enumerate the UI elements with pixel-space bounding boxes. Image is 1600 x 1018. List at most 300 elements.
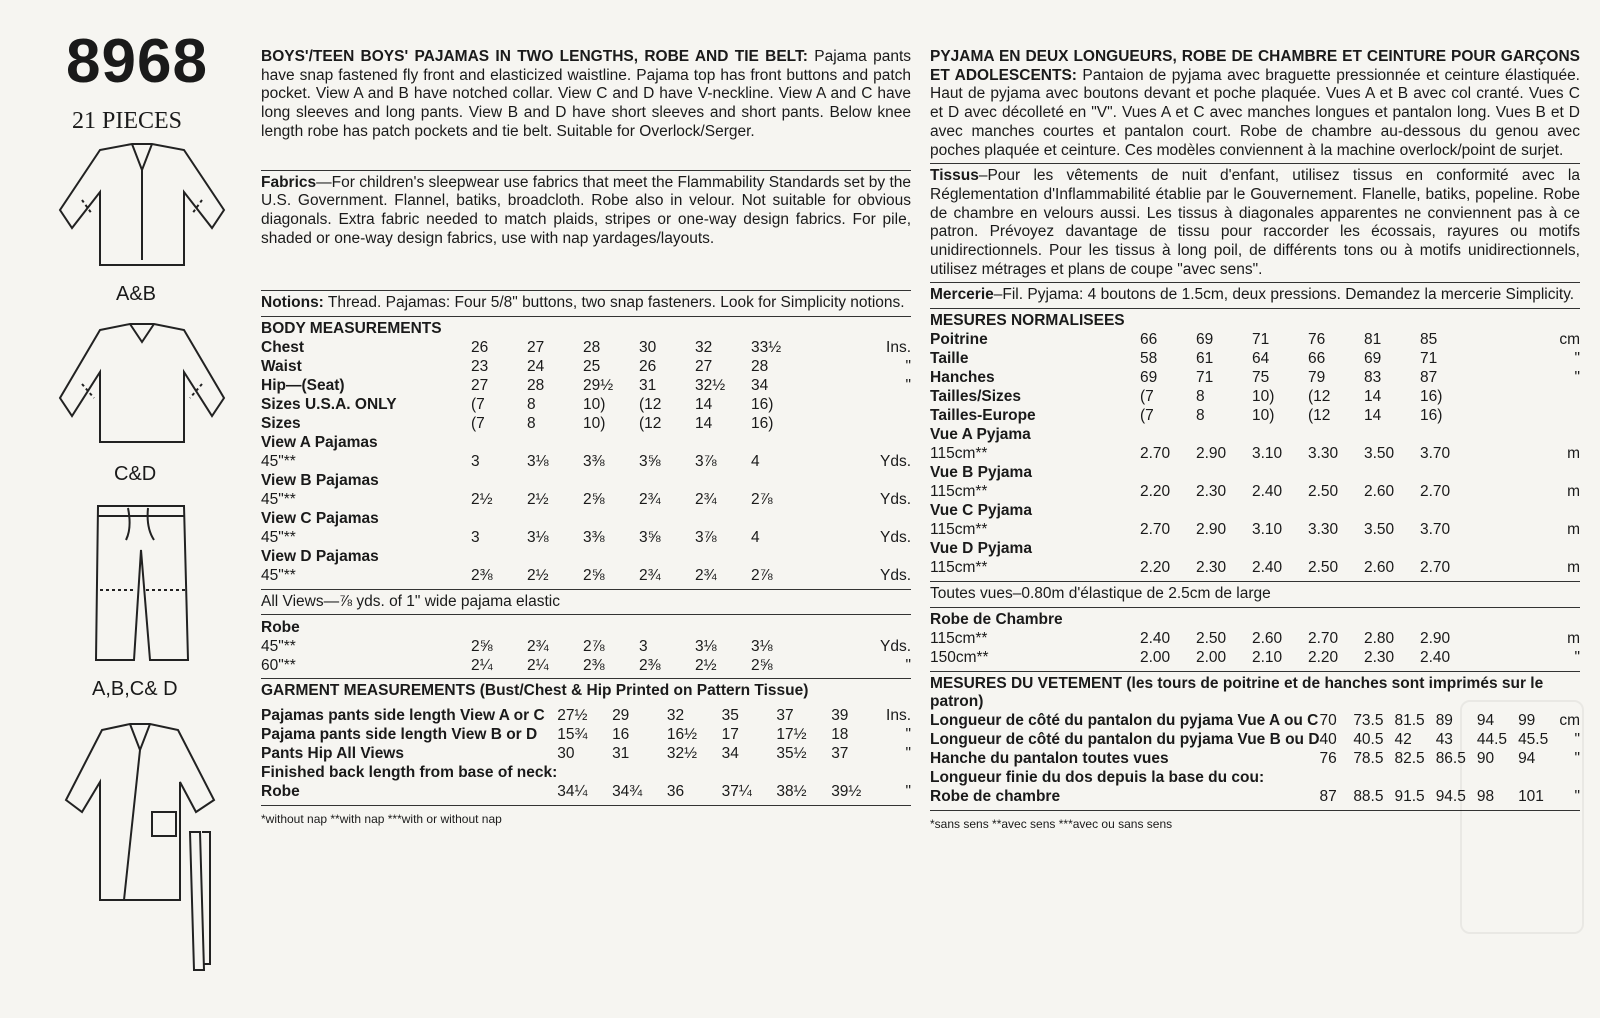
table-cell: 2⅞ [751,491,773,509]
unit-cell: m [1567,483,1580,501]
table-row [930,464,1580,483]
scan-mark [1460,700,1584,934]
figure-label-cd: C&D [114,463,157,485]
row-label: Robe de Chambre [930,610,1063,628]
table-cell: 2.20 [1308,648,1339,666]
table-cell: 10) [583,396,606,414]
row-label: Poitrine [930,331,988,349]
table-cell: 16 [612,726,630,744]
pajama-pants-illustration [88,500,198,670]
french-intro: Pantaion de pyjama avec braguette pressionnée et ceinture élastiquée. Haut de pyjama avec boutons devant et poche plaquée. Vues A et B avec col cranté. Vues C et D avec décolleté en "V". Vues A et C avec manches longues et pantalon long. Vues B et D avec manches courtes et pantalon court. Robe de chambre au-dessous du genou avec poches plaquée et ceinture. Ces modèles conviennent à la machine overlock/point de surjet. [930,66,1580,159]
english-notions [261,294,911,313]
table-cell: 26 [639,358,657,376]
table-cell [722,764,777,783]
row-label: Tailles/Sizes [930,388,1022,406]
table-cell: 85 [1420,331,1438,349]
table-cell: 2¾ [639,491,661,509]
table-row [261,377,911,396]
table-cell: 3⅛ [751,637,773,655]
table-cell: 2.00 [1140,648,1171,666]
table-cell: 27 [695,358,713,376]
table-cell: 4 [751,453,760,471]
table-cell [1420,426,1476,445]
table-cell [1308,611,1364,630]
french-tissus [930,167,1580,279]
english-garment-table [261,707,911,802]
table-cell: 3⅛ [527,529,549,547]
table-cell: 2.90 [1196,445,1227,463]
table-cell: 2.60 [1252,629,1283,647]
table-cell: 15¾ [557,726,588,744]
unit-cell: " [905,656,911,674]
french-footnote: *sans sens **avec sens ***avec ou sans sens [930,816,1173,831]
english-intro: Pajama pants have snap fastened fly front and elasticized waistline. Pajama top has front buttons and patch pocket. View A and B have notched collar. View C and D have V-neckline. View A and C have long sleeves and long pants. View B and D have short sleeves and short pants. Below knee length robe has patch pockets and tie belt. Suitable for Overlock/Serger. [261,48,912,140]
table-cell: 81 [1364,331,1382,349]
unit-cell [886,764,911,783]
table-cell: 90 [1476,750,1495,768]
row-label: Pajamas pants side length View A or C [261,707,545,725]
table-cell: 2⅝ [583,491,605,509]
table-cell: 4 [751,529,760,547]
table-cell [695,510,751,529]
table-row [930,388,1580,407]
table-cell: 3⅝ [639,529,661,547]
table-row [261,783,911,802]
table-cell: 39½ [831,783,862,801]
unit-cell: " [1574,369,1580,387]
table-cell: 3⅛ [695,637,717,655]
table-cell: 71 [1196,369,1214,387]
row-label: 45"** [261,567,296,585]
table-row [261,472,911,491]
table-cell: 31 [639,377,657,395]
table-cell: 2.40 [1420,648,1451,666]
table-row [930,407,1580,426]
table-cell [1196,426,1252,445]
table-cell [1196,540,1252,559]
row-label: 45"** [261,637,296,655]
row-label: Pajama pants side length View B or D [261,726,538,744]
table-cell [639,548,695,567]
table-cell: 8 [1196,388,1205,406]
table-cell: 37 [831,745,849,763]
table-cell [695,548,751,567]
row-label: 115cm** [930,521,988,539]
divider [930,308,1580,309]
table-cell: 73.5 [1353,712,1384,730]
unit-cell [1476,388,1580,407]
table-cell: (12 [639,396,662,414]
table-cell [1140,426,1196,445]
divider [261,678,911,679]
table-cell: 33½ [751,339,782,357]
table-cell: 2.60 [1364,559,1395,577]
table-cell: 17 [721,726,739,744]
table-cell [583,472,639,491]
table-cell: 28 [751,358,769,376]
unit-cell [807,472,911,491]
french-description [930,48,1580,160]
table-cell: 16) [751,415,774,433]
unit-cell: m [1567,559,1580,577]
table-cell: 2.70 [1140,521,1171,539]
table-cell [583,618,639,637]
table-cell [1252,611,1308,630]
divider [261,290,911,291]
table-cell: 3⅝ [639,453,661,471]
table-row [261,339,911,358]
table-cell: 69 [1196,331,1214,349]
table-cell: (12 [1308,407,1331,425]
table-cell [1364,502,1420,521]
table-row [261,396,911,415]
table-cell [1308,540,1364,559]
table-cell: 3.70 [1420,445,1451,463]
table-cell [1364,540,1420,559]
table-row [930,540,1580,559]
unit-cell: " [1574,648,1580,666]
table-cell: 2.00 [1196,648,1227,666]
row-label: 45"** [261,491,296,509]
table-cell [639,472,695,491]
table-cell: 26 [471,339,489,357]
row-label: View C Pajamas [261,510,379,528]
english-body-measurements-table [261,339,911,586]
table-row [930,521,1580,540]
table-cell [612,764,667,783]
table-row [261,415,911,434]
unit-cell [1476,464,1580,483]
table-cell [1420,611,1476,630]
table-cell [471,548,527,567]
table-cell: 2⅝ [471,637,493,655]
table-cell: 35½ [776,745,807,763]
row-label: 150cm** [930,648,989,666]
table-cell: 32 [695,339,713,357]
table-cell: 2.50 [1196,629,1227,647]
table-cell: 94.5 [1435,788,1466,806]
english-column [261,48,911,829]
english-robe-table [261,618,911,675]
table-cell: 3.50 [1364,521,1395,539]
unit-cell: Ins. [886,707,911,725]
table-row [930,445,1580,464]
robe-illustration [44,720,234,990]
row-label: Robe [261,618,300,636]
table-cell [1364,611,1420,630]
table-cell: 16½ [666,726,698,744]
table-cell [695,434,751,453]
unit-cell [1476,540,1580,559]
table-cell: 40 [1319,731,1337,749]
table-cell: 2¾ [695,491,717,509]
unit-cell: Yds. [879,529,911,547]
table-cell [1252,502,1308,521]
table-cell: 30 [639,339,657,357]
table-cell [1140,540,1196,559]
table-cell [1252,540,1308,559]
table-cell: (12 [639,415,662,433]
table-cell [1308,426,1364,445]
row-label: 45"** [261,453,296,471]
table-cell: 27 [471,377,489,395]
french-robe-table [930,611,1580,668]
table-row [261,567,911,586]
unit-cell: " [1574,750,1580,768]
table-cell [751,618,807,637]
table-cell: 34¾ [612,783,643,801]
table-cell: 66 [1308,350,1326,368]
row-label: Vue A Pyjama [930,426,1031,444]
mercerie-heading: Mercerie [930,286,994,304]
pajama-top-notched-collar-illustration [52,140,232,275]
table-cell: 24 [527,358,545,376]
divider [930,607,1580,608]
table-row [261,529,911,548]
french-title: PYJAMA EN DEUX LONGUEURS, ROBE DE CHAMBRE ET CEINTURE POUR GARÇONS ET ADOLESCENTS: [930,48,1580,84]
table-cell: 2.60 [1364,483,1395,501]
table-cell: 34¼ [557,783,588,801]
table-cell: 2⅜ [583,656,605,674]
row-label: View D Pajamas [261,548,379,566]
table-cell: 2.70 [1140,445,1171,463]
fabrics-text: —For children's sleepwear use fabrics that meet the Flammability Standards set by the U.S. Government. Flannel, batiks, broadcloth. Robe also in velour. Not suitable for obvious diagonals. Extra fabric needed to match plaids, stripes or one-way design fabrics. For pile, shaded or one-way design fabrics, use with nap yardages/layouts. [261,173,911,247]
table-row [930,559,1580,578]
french-mercerie [930,286,1580,305]
table-cell [639,618,695,637]
table-cell: 2¼ [471,656,493,674]
table-cell: 27 [527,339,545,357]
row-label: Pants Hip All Views [261,745,404,763]
table-cell: 2⅜ [471,567,493,585]
table-cell: 8 [527,396,536,414]
table-cell [1308,502,1364,521]
table-row [930,649,1580,668]
row-label: Hanches [930,369,995,387]
table-cell: 2½ [471,491,493,509]
table-cell: 76 [1319,750,1337,768]
mesures-vetement-heading: MESURES DU VETEMENT (les tours de poitrine et de hanches sont imprimés sur le patron) [930,674,1544,711]
table-cell [1320,769,1354,788]
divider [261,614,911,615]
table-cell [527,618,583,637]
table-cell: 64 [1252,350,1270,368]
unit-cell: Yds. [879,491,911,509]
table-row [930,426,1580,445]
table-cell: 2.20 [1140,559,1171,577]
table-cell: 58 [1140,350,1158,368]
table-cell: 2.40 [1252,559,1283,577]
table-cell: 2.90 [1420,629,1451,647]
table-cell: 37¼ [721,783,752,801]
fabrics-heading: Fabrics [261,173,317,191]
table-cell: 2½ [527,491,549,509]
divider [930,163,1580,164]
table-cell: 34 [751,377,769,395]
row-label: Chest [261,339,305,357]
table-cell [751,434,807,453]
table-cell: 3 [639,637,648,655]
table-cell [527,472,583,491]
unit-cell [807,510,911,529]
table-cell: 78.5 [1353,750,1384,768]
row-label: Waist [261,358,302,376]
divider [261,589,911,590]
table-cell: 61 [1196,350,1214,368]
table-cell: 2.70 [1420,483,1451,501]
row-label: 45"** [261,529,296,547]
table-cell: 2⅞ [583,637,605,655]
table-cell: 89 [1435,712,1453,730]
table-cell: 32½ [666,745,698,763]
table-cell: 29 [612,707,630,725]
table-cell: 94 [1518,750,1536,768]
table-cell [583,548,639,567]
row-label: 60"** [261,656,296,674]
english-fabrics [261,174,911,249]
table-row [261,510,911,529]
table-cell: 101 [1518,788,1544,806]
english-footnote: *without nap **with nap ***with or without nap [261,812,502,827]
table-cell: 14 [695,396,713,414]
unit-cell: " [905,358,911,376]
row-label: 115cm** [930,559,988,577]
row-label: Sizes U.S.A. ONLY [261,396,397,414]
table-cell: 2.50 [1308,483,1339,501]
table-cell: 34 [721,745,739,763]
row-label: Robe de chambre [930,788,1061,806]
table-cell [1364,426,1420,445]
figure-label-abcd: A,B,C& D [92,678,178,700]
table-cell [471,434,527,453]
row-label: Tailles-Europe [930,407,1036,425]
table-cell [527,510,583,529]
table-cell [695,472,751,491]
table-row [261,548,911,567]
table-cell: 3.50 [1364,445,1395,463]
table-row [261,764,911,783]
row-label: Hip—(Seat) [261,377,345,395]
row-label: Vue D Pyjama [930,540,1032,558]
table-row [261,358,911,377]
table-cell: 2.40 [1140,629,1171,647]
unit-cell: " [1574,788,1580,806]
table-cell [1196,502,1252,521]
table-cell: 3.70 [1420,521,1451,539]
table-cell: 36 [666,783,685,801]
table-cell: 10) [1252,407,1275,425]
table-cell: 2¼ [527,656,549,674]
row-label: View A Pajamas [261,434,378,452]
row-label: 115cm** [930,629,988,647]
table-cell: 69 [1140,369,1158,387]
table-cell: 8 [1196,407,1205,425]
unit-cell [807,434,911,453]
unit-cell: Yds. [879,453,911,471]
table-cell: 2.70 [1420,559,1451,577]
table-cell: (7 [471,396,485,414]
table-cell: 8 [527,415,536,433]
table-cell: 87 [1420,369,1438,387]
table-cell: 3.30 [1308,521,1339,539]
table-cell: (7 [1140,407,1154,425]
table-cell: 17½ [776,726,807,744]
table-cell: 38½ [776,783,807,801]
divider [261,170,911,171]
table-cell: 2¾ [695,567,717,585]
table-cell: 40.5 [1353,731,1384,749]
table-cell: 82.5 [1394,750,1425,768]
table-cell: 28 [527,377,545,395]
table-cell [583,510,639,529]
table-cell: 81.5 [1394,712,1425,730]
toutes-vues-elastic: Toutes vues–0.80m d'élastique de 2.5cm de large [930,584,1271,602]
piece-count: 21 PIECES [72,108,183,134]
table-cell [751,548,807,567]
pajama-top-v-neck-illustration [52,320,232,450]
divider [930,581,1580,582]
table-cell: 91.5 [1394,788,1425,806]
table-row [261,726,911,745]
table-cell [1196,611,1252,630]
row-label: 115cm** [930,445,988,463]
table-cell [751,510,807,529]
divider [930,671,1580,672]
table-cell [831,764,886,783]
table-cell [1353,769,1394,788]
table-cell [583,434,639,453]
divider [930,282,1580,283]
table-cell: 43 [1435,731,1453,749]
table-row [261,745,911,764]
table-cell [471,618,527,637]
unit-cell [807,618,911,637]
table-cell: 16) [751,396,774,414]
table-cell: 3⅜ [583,529,605,547]
table-cell: 79 [1308,369,1326,387]
unit-cell [1476,407,1580,426]
table-cell: 16) [1420,388,1443,406]
unit-cell: m [1567,521,1580,539]
table-cell: 83 [1364,369,1382,387]
table-row [261,491,911,510]
table-cell: 98 [1476,788,1495,806]
table-cell [471,510,527,529]
table-row [930,502,1580,521]
unit-cell: " [905,745,911,763]
table-cell: 14 [1364,407,1382,425]
table-cell: 32½ [695,377,726,395]
unit-cell [807,548,911,567]
table-row [261,656,911,675]
table-cell: 3⅛ [527,453,549,471]
table-cell: 37 [776,707,794,725]
table-row [261,618,911,637]
unit-cell: m [1567,629,1580,647]
table-cell: 88.5 [1353,788,1384,806]
table-row [261,434,911,453]
table-cell: 28 [583,339,601,357]
table-cell [1140,464,1196,483]
french-body-measurements-table [930,331,1580,578]
table-cell: 2.40 [1252,483,1283,501]
table-cell [639,510,695,529]
table-row [261,453,911,472]
table-cell: 42 [1394,731,1412,749]
table-cell: 2.80 [1364,629,1395,647]
unit-cell: " [905,783,911,801]
row-label: Finished back length from base of neck: [261,764,558,782]
